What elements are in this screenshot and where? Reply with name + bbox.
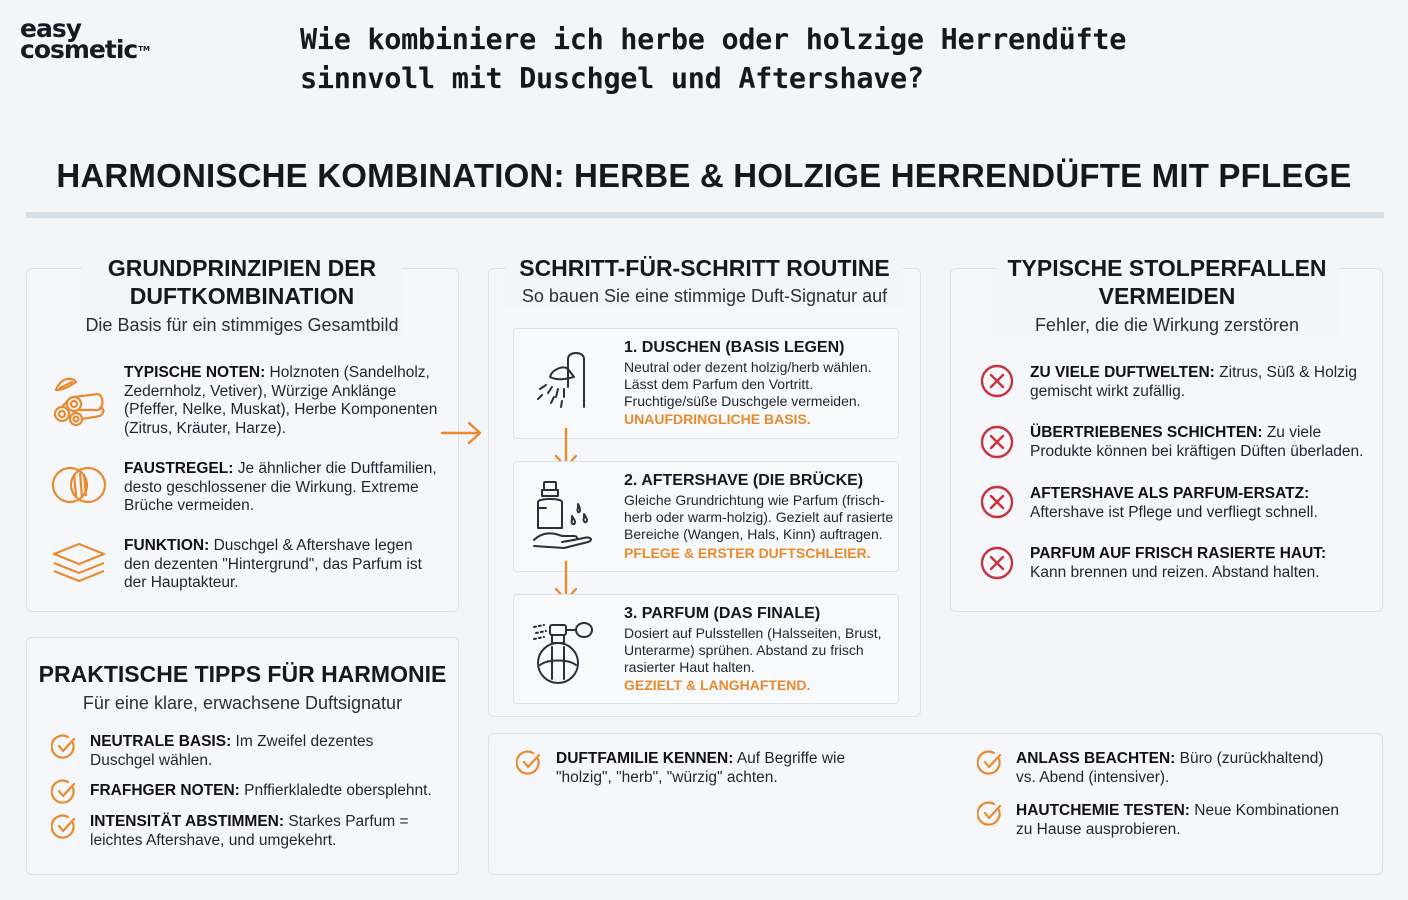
overlapping-circles-icon [50, 465, 108, 510]
tips-header [36, 660, 449, 715]
check-circle-icon [51, 779, 77, 810]
error-x-icon [980, 364, 1014, 403]
pitfall-label: PARFUM AUF FRISCH RASIERTE HAUT: [1030, 545, 1327, 562]
logo-trademark: TM [138, 45, 150, 53]
tip-label: NEUTRALE BASIS: [90, 733, 232, 750]
arrow-right-icon [440, 420, 484, 451]
step-description: Dosiert auf Pulsstellen (Halsseiten, Brust, Unterarme) sprühen. Abstand zu frisch rasierter Haut halten. [624, 625, 882, 675]
check-circle-icon [51, 814, 77, 845]
pitfall-label: ZU VIELE DUFTWELTEN: [1030, 364, 1215, 381]
step-tag: GEZIELT & LANGHAFTEND. [624, 677, 811, 693]
pitfalls-header [995, 254, 1339, 337]
principle-label: FAUSTREGEL: [124, 460, 234, 477]
error-x-icon [980, 425, 1014, 464]
pitfall-text: Kann brennen und reizen. Abstand halten. [1030, 563, 1320, 581]
pitfall-item [1030, 485, 1330, 522]
tip-label: FRAFHGER NOTEN: [90, 782, 240, 799]
tip-item [1016, 750, 1336, 787]
tip-item [90, 813, 420, 850]
principles-subtitle: Die Basis für ein stimmiges Gesamtbild [85, 315, 399, 335]
principle-label: TYPISCHE NOTEN: [124, 364, 266, 381]
tip-text: Starkes Parfum = leichtes Aftershave, und umgekehrt. [90, 813, 409, 849]
shower-icon [532, 347, 594, 418]
tip-text: Auf Begriffe wie "holzig", "herb", "würzig" achten. [556, 750, 846, 786]
tip-item [556, 750, 876, 787]
tip-item [1016, 802, 1346, 839]
pitfall-text: Zitrus, Süß & Holzig gemischt wirkt zufällig. [1030, 364, 1357, 400]
pitfall-label: AFTERSHAVE ALS PARFUM-ERSATZ: [1030, 485, 1310, 502]
check-circle-icon [51, 734, 77, 765]
step-description: Gleiche Grundrichtung wie Parfum (frisch-herb oder warm-holzig). Gezielt auf rasierte Bereiche (Wangen, Hals, Kinn) auftragen. [624, 492, 894, 542]
tip-text: Pnffierklaledte obersplehnt. [244, 782, 432, 799]
tip-text: Im Zweifel dezentes Duschgel wählen. [90, 733, 374, 769]
perfume-atomizer-icon [532, 613, 598, 690]
tip-label: HAUTCHEMIE TESTEN: [1016, 802, 1190, 819]
step-tag: UNAUFDRINGLICHE BASIS. [624, 411, 811, 427]
step-card-perfume [513, 594, 899, 704]
check-circle-icon [516, 750, 542, 781]
principle-item-notes [124, 364, 442, 438]
error-x-icon [980, 546, 1014, 585]
tip-text: Büro (zurückhaltend) vs. Abend (intensiver). [1016, 750, 1324, 786]
routine-header [506, 254, 903, 308]
pitfalls-subtitle: Fehler, die die Wirkung zerstören [1034, 315, 1300, 335]
error-x-icon [980, 485, 1014, 524]
pitfall-item [1030, 424, 1370, 461]
principle-label: FUNKTION: [124, 537, 210, 554]
logo-line-2: cosmetic [20, 35, 138, 64]
step-title: 2. AFTERSHAVE (DIE BRÜCKE) [624, 472, 864, 489]
tip-label: ANLASS BEACHTEN: [1016, 750, 1176, 767]
routine-subtitle: So bauen Sie eine stimmige Duft-Signatur auf [521, 286, 888, 306]
wood-logs-icon [50, 372, 108, 433]
title-divider [26, 212, 1384, 218]
routine-panel [488, 268, 921, 717]
principles-header [82, 254, 402, 337]
infographic-title: HARMONISCHE KOMBINATION: HERBE & HOLZIGE HERRENDÜFTE MIT PFLEGE [56, 157, 1352, 194]
check-circle-icon [977, 750, 1003, 781]
tip-text: Neue Kombinationen zu Hause ausprobieren. [1016, 802, 1340, 838]
pitfall-label: ÜBERTRIEBENES SCHICHTEN: [1030, 424, 1263, 441]
step-card-aftershave [513, 461, 899, 572]
step-tag: PFLEGE & ERSTER DUFTSCHLEIER. [624, 545, 871, 561]
principle-text: Holznoten (Sandelholz, Zedernholz, Vetiver), Würzige Anklänge (Pfeffer, Nelke, Muskat), Herbe Komponenten (Zitrus, Kräuter, Harze). [124, 364, 438, 437]
routine-title: SCHRITT-FÜR-SCHRITT ROUTINE [519, 255, 890, 281]
check-circle-icon [977, 801, 1003, 832]
pitfall-item [1030, 545, 1350, 582]
tip-label: INTENSITÄT ABSTIMMEN: [90, 813, 285, 830]
principle-item-rule [124, 460, 442, 516]
brand-logo[interactable] [20, 14, 150, 64]
pitfall-text: Zu viele Produkte können bei kräftigen Düften überladen. [1030, 424, 1364, 460]
principle-item-function [124, 537, 424, 593]
principle-text: Duschgel & Aftershave legen den dezenten "Hintergrund", das Parfum ist der Hauptakteur. [124, 537, 422, 591]
tips-title: PRAKTISCHE TIPPS FÜR HARMONIE [38, 661, 447, 687]
tip-item [90, 782, 450, 801]
tips-subtitle: Für eine klare, erwachsene Duftsignatur [82, 693, 403, 713]
step-description: Neutral oder dezent holzig/herb wählen. Lässt dem Parfum den Vortritt. Fruchtige/süße Duschgele vermeiden. [624, 359, 872, 409]
pitfall-item [1030, 364, 1370, 401]
tip-item [90, 733, 440, 770]
pitfall-text: Aftershave ist Pflege und verfliegt schnell. [1030, 503, 1318, 521]
page-question: Wie kombiniere ich herbe oder holzige Herrendüfte sinnvoll mit Duschgel und Aftershave? [300, 23, 1127, 95]
tip-label: DUFTFAMILIE KENNEN: [556, 750, 734, 767]
step-card-shower [513, 328, 899, 439]
logo-line-1: easy [20, 14, 82, 43]
pitfalls-title: TYPISCHE STOLPERFALLEN VERMEIDEN [1007, 255, 1327, 309]
layers-icon [50, 542, 108, 591]
step-title: 1. DUSCHEN (BASIS LEGEN) [624, 339, 845, 356]
principles-title: GRUNDPRINZIPIEN DER DUFTKOMBINATION [107, 255, 377, 309]
principle-text: Je ähnlicher die Duftfamilien, desto geschlossener die Wirkung. Extreme Brüche vermeiden. [124, 460, 437, 514]
aftershave-bottle-icon [532, 480, 598, 555]
step-title: 3. PARFUM (DAS FINALE) [624, 605, 821, 622]
